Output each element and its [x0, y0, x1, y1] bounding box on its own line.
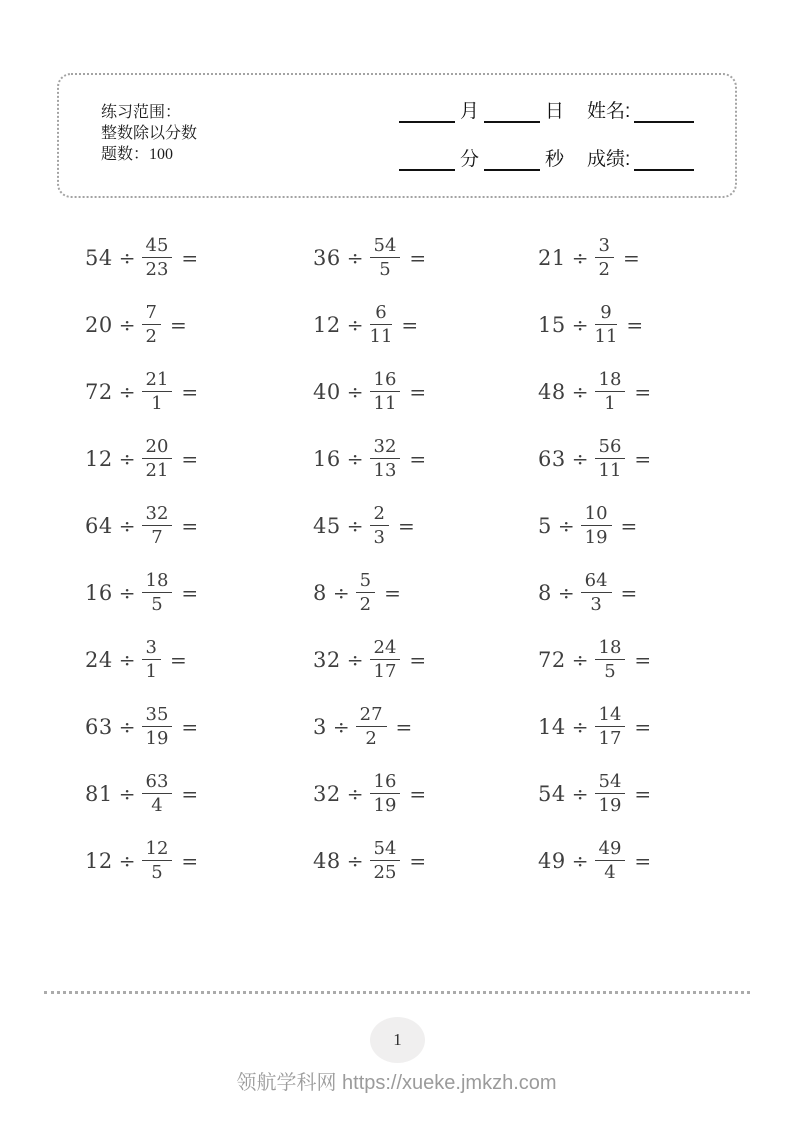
numerator: 12	[142, 838, 173, 861]
numerator: 49	[595, 838, 626, 861]
fraction	[142, 570, 173, 615]
math-problem	[313, 492, 538, 559]
equals-sign: =	[409, 379, 427, 404]
equals-sign: =	[409, 848, 427, 873]
fraction	[581, 570, 612, 615]
denominator: 19	[584, 527, 608, 548]
dividend: 12	[85, 848, 113, 873]
equals-sign: =	[169, 312, 187, 337]
denominator: 21	[145, 460, 169, 481]
divide-sign: ÷	[346, 446, 364, 471]
denominator: 1	[145, 661, 157, 682]
denominator: 1	[604, 393, 616, 414]
equals-sign: =	[634, 781, 652, 806]
dividend: 20	[85, 312, 113, 337]
divide-sign: ÷	[332, 580, 350, 605]
denominator: 5	[604, 661, 616, 682]
fraction	[142, 771, 173, 816]
dividend: 15	[538, 312, 566, 337]
site-footer-text: 领航学科网 https://xueke.jmkzh.com	[236, 1072, 557, 1094]
math-problem	[313, 291, 538, 358]
fraction	[370, 771, 401, 816]
time-score-row	[399, 145, 717, 171]
divide-sign: ÷	[346, 513, 364, 538]
equals-sign: =	[181, 245, 199, 270]
denominator: 19	[373, 795, 397, 816]
fraction	[370, 503, 389, 548]
divide-sign: ÷	[118, 446, 136, 471]
divide-sign: ÷	[571, 446, 589, 471]
dividend: 32	[313, 781, 341, 806]
fraction	[370, 302, 393, 347]
divide-sign: ÷	[118, 513, 136, 538]
fraction	[370, 637, 401, 682]
divide-sign: ÷	[571, 848, 589, 873]
dividend: 63	[538, 446, 566, 471]
denominator: 7	[151, 527, 163, 548]
numerator: 3	[595, 235, 614, 258]
fraction	[595, 436, 626, 481]
math-problem	[538, 559, 750, 626]
math-problem	[313, 626, 538, 693]
header-box	[57, 73, 737, 198]
equals-sign: =	[634, 714, 652, 739]
equals-sign: =	[409, 245, 427, 270]
dividend: 72	[538, 647, 566, 672]
fraction	[370, 369, 401, 414]
equals-sign: =	[620, 513, 638, 538]
numerator: 3	[142, 637, 161, 660]
fraction	[142, 436, 173, 481]
page-number-badge	[370, 1017, 425, 1063]
denominator: 5	[151, 862, 163, 883]
math-problem	[538, 693, 750, 760]
numerator: 10	[581, 503, 612, 526]
page-number: 1	[393, 1030, 402, 1049]
month-blank-line	[399, 119, 455, 123]
name-label: 姓名:	[587, 101, 631, 122]
fraction	[142, 704, 173, 749]
fraction	[142, 838, 173, 883]
divide-sign: ÷	[118, 848, 136, 873]
math-problem	[313, 224, 538, 291]
fraction	[595, 704, 626, 749]
denominator: 13	[373, 460, 397, 481]
divide-sign: ÷	[571, 245, 589, 270]
math-problem	[85, 827, 313, 894]
math-problem	[85, 492, 313, 559]
denominator: 25	[373, 862, 397, 883]
divide-sign: ÷	[118, 245, 136, 270]
denominator: 4	[604, 862, 616, 883]
numerator: 21	[142, 369, 173, 392]
math-problem	[313, 358, 538, 425]
numerator: 18	[595, 637, 626, 660]
divide-sign: ÷	[571, 714, 589, 739]
denominator: 4	[151, 795, 163, 816]
math-problem	[313, 425, 538, 492]
equals-sign: =	[622, 245, 640, 270]
numerator: 16	[370, 771, 401, 794]
dividend: 14	[538, 714, 566, 739]
denominator: 2	[145, 326, 157, 347]
divide-sign: ÷	[346, 848, 364, 873]
fraction	[370, 838, 401, 883]
denominator: 11	[598, 460, 622, 481]
denominator: 23	[145, 259, 169, 280]
practice-scope-value: 整数除以分数	[101, 125, 198, 142]
numerator: 54	[370, 838, 401, 861]
numerator: 14	[595, 704, 626, 727]
math-problem	[538, 224, 750, 291]
divide-sign: ÷	[571, 312, 589, 337]
equals-sign: =	[181, 379, 199, 404]
math-problem	[538, 358, 750, 425]
numerator: 32	[370, 436, 401, 459]
equals-sign: =	[395, 714, 413, 739]
dividend: 63	[85, 714, 113, 739]
math-problem	[85, 693, 313, 760]
denominator: 3	[590, 594, 602, 615]
fraction	[595, 302, 618, 347]
fraction	[595, 369, 626, 414]
second-label: 秒	[545, 149, 565, 170]
numerator: 64	[581, 570, 612, 593]
dividend: 3	[313, 714, 327, 739]
numerator: 27	[356, 704, 387, 727]
question-count: 题数：100	[101, 146, 174, 163]
divide-sign: ÷	[118, 647, 136, 672]
divide-sign: ÷	[332, 714, 350, 739]
denominator: 11	[373, 393, 397, 414]
denominator: 17	[598, 728, 622, 749]
dividend: 12	[313, 312, 341, 337]
divide-sign: ÷	[118, 580, 136, 605]
divide-sign: ÷	[118, 781, 136, 806]
dividend: 40	[313, 379, 341, 404]
equals-sign: =	[181, 848, 199, 873]
dividend: 8	[538, 580, 552, 605]
numerator: 18	[595, 369, 626, 392]
numerator: 18	[142, 570, 173, 593]
fraction	[370, 235, 401, 280]
equals-sign: =	[409, 781, 427, 806]
fraction	[356, 704, 387, 749]
equals-sign: =	[634, 647, 652, 672]
dividend: 54	[538, 781, 566, 806]
equals-sign: =	[409, 446, 427, 471]
second-blank-line	[484, 167, 540, 171]
denominator: 3	[373, 527, 385, 548]
math-problem	[538, 760, 750, 827]
divide-sign: ÷	[346, 312, 364, 337]
math-problem	[538, 827, 750, 894]
dividend: 81	[85, 781, 113, 806]
numerator: 32	[142, 503, 173, 526]
fraction	[581, 503, 612, 548]
divide-sign: ÷	[118, 379, 136, 404]
math-problem	[313, 693, 538, 760]
denominator: 17	[373, 661, 397, 682]
fraction	[595, 838, 626, 883]
equals-sign: =	[634, 446, 652, 471]
dividend: 8	[313, 580, 327, 605]
numerator: 16	[370, 369, 401, 392]
divide-sign: ÷	[571, 379, 589, 404]
equals-sign: =	[169, 647, 187, 672]
numerator: 45	[142, 235, 173, 258]
numerator: 56	[595, 436, 626, 459]
denominator: 1	[151, 393, 163, 414]
numerator: 20	[142, 436, 173, 459]
minute-label: 分	[460, 149, 480, 170]
numerator: 2	[370, 503, 389, 526]
practice-scope-label: 练习范围：	[101, 104, 182, 121]
math-problem	[538, 492, 750, 559]
equals-sign: =	[181, 781, 199, 806]
dividend: 48	[313, 848, 341, 873]
math-problem	[538, 626, 750, 693]
fraction	[142, 235, 173, 280]
practice-info	[101, 102, 197, 165]
numerator: 24	[370, 637, 401, 660]
divide-sign: ÷	[118, 714, 136, 739]
math-problem	[538, 425, 750, 492]
dividend: 45	[313, 513, 341, 538]
day-blank-line	[484, 119, 540, 123]
problems-grid	[85, 224, 750, 894]
equals-sign: =	[384, 580, 401, 605]
divide-sign: ÷	[346, 781, 364, 806]
divide-sign: ÷	[571, 647, 589, 672]
dividend: 72	[85, 379, 113, 404]
math-problem	[85, 291, 313, 358]
score-label: 成绩:	[587, 149, 631, 170]
numerator: 6	[370, 302, 393, 325]
divide-sign: ÷	[346, 647, 364, 672]
math-problem	[85, 626, 313, 693]
math-problem	[85, 559, 313, 626]
fraction	[595, 235, 614, 280]
equals-sign: =	[626, 312, 644, 337]
math-problem	[313, 760, 538, 827]
equals-sign: =	[181, 446, 199, 471]
divide-sign: ÷	[557, 513, 575, 538]
dividend: 48	[538, 379, 566, 404]
divide-sign: ÷	[118, 312, 136, 337]
dividend: 5	[538, 513, 552, 538]
divide-sign: ÷	[571, 781, 589, 806]
dividend: 36	[313, 245, 341, 270]
dividend: 24	[85, 647, 113, 672]
score-blank-line	[634, 167, 694, 171]
equals-sign: =	[181, 513, 199, 538]
numerator: 9	[595, 302, 618, 325]
denominator: 11	[369, 326, 393, 347]
fraction	[595, 637, 626, 682]
numerator: 54	[370, 235, 401, 258]
fraction	[142, 369, 173, 414]
date-name-row	[399, 97, 717, 123]
equals-sign: =	[181, 580, 199, 605]
divide-sign: ÷	[557, 580, 575, 605]
dividend: 54	[85, 245, 113, 270]
fraction	[142, 637, 161, 682]
math-problem	[85, 425, 313, 492]
denominator: 2	[365, 728, 377, 749]
denominator: 2	[598, 259, 610, 280]
math-problem	[538, 291, 750, 358]
equals-sign: =	[620, 580, 638, 605]
dividend: 21	[538, 245, 566, 270]
equals-sign: =	[634, 379, 652, 404]
numerator: 35	[142, 704, 173, 727]
math-problem	[313, 827, 538, 894]
dividend: 32	[313, 647, 341, 672]
math-problem	[85, 358, 313, 425]
fraction	[370, 436, 401, 481]
dotted-cut-line	[44, 991, 750, 994]
name-blank-line	[634, 119, 694, 123]
denominator: 5	[379, 259, 391, 280]
divide-sign: ÷	[346, 379, 364, 404]
equals-sign: =	[634, 848, 652, 873]
math-problem	[85, 224, 313, 291]
equals-sign: =	[181, 714, 199, 739]
fraction	[595, 771, 626, 816]
fill-in-fields	[399, 97, 717, 171]
numerator: 5	[356, 570, 375, 593]
numerator: 63	[142, 771, 173, 794]
fraction	[142, 302, 161, 347]
equals-sign: =	[401, 312, 419, 337]
denominator: 5	[151, 594, 163, 615]
numerator: 7	[142, 302, 161, 325]
dividend: 64	[85, 513, 113, 538]
equals-sign: =	[397, 513, 415, 538]
divide-sign: ÷	[346, 245, 364, 270]
denominator: 19	[598, 795, 622, 816]
denominator: 2	[359, 594, 372, 615]
fraction	[142, 503, 173, 548]
numerator: 54	[595, 771, 626, 794]
dividend: 49	[538, 848, 566, 873]
math-problem	[85, 760, 313, 827]
dividend: 12	[85, 446, 113, 471]
equals-sign: =	[409, 647, 427, 672]
fraction	[356, 570, 375, 615]
denominator: 19	[145, 728, 169, 749]
denominator: 11	[594, 326, 618, 347]
month-label: 月	[460, 101, 480, 122]
day-label: 日	[545, 101, 565, 122]
math-problem	[313, 559, 538, 626]
dividend: 16	[85, 580, 113, 605]
dividend: 16	[313, 446, 341, 471]
minute-blank-line	[399, 167, 455, 171]
